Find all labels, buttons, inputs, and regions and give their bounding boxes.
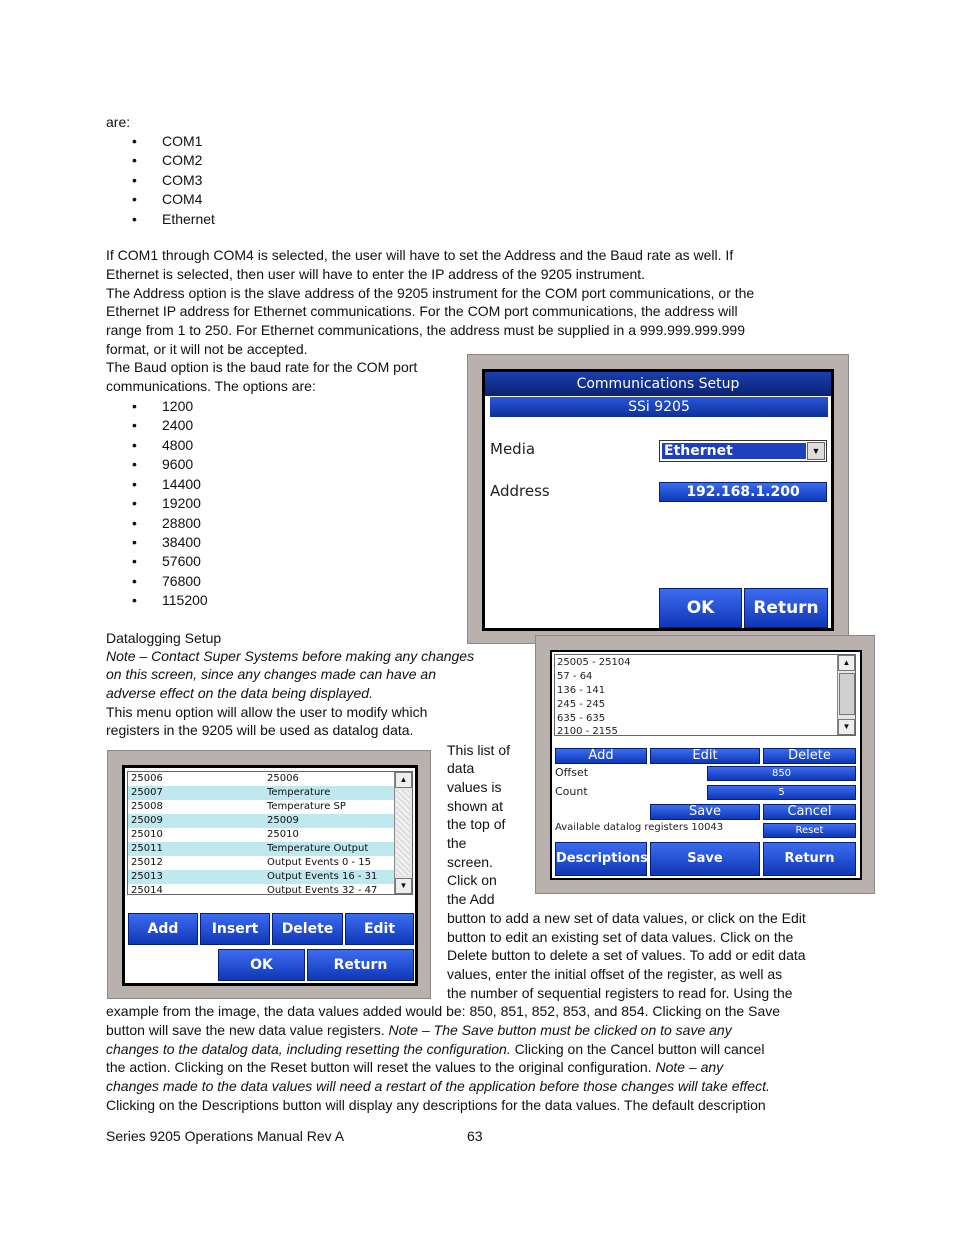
table-row[interactable] bbox=[128, 870, 394, 884]
register-cell: 25009 bbox=[131, 815, 163, 826]
insert-button[interactable]: Insert bbox=[200, 913, 270, 945]
descriptions-screenshot bbox=[107, 750, 431, 999]
delete-button[interactable]: Delete bbox=[763, 748, 856, 764]
register-range-list[interactable] bbox=[554, 654, 856, 736]
descriptions-button[interactable]: Descriptions bbox=[555, 842, 647, 876]
paragraph-line: Ethernet is selected, then user will have to enter the IP address of the 9205 instrument. bbox=[106, 266, 646, 282]
register-cell: 25010 bbox=[131, 829, 163, 840]
paragraph-line: range from 1 to 250. For Ethernet communications, the address must be supplied in a 999.999.999.999 bbox=[106, 322, 745, 338]
paragraph-line: the number of sequential registers to read for. Using the bbox=[447, 985, 793, 1001]
table-row[interactable] bbox=[128, 828, 394, 842]
register-cell: 25006 bbox=[131, 773, 163, 784]
register-cell: 25008 bbox=[131, 801, 163, 812]
table-row[interactable] bbox=[128, 856, 394, 870]
list-item[interactable]: 25005 - 25104 bbox=[557, 657, 631, 668]
scroll-up-icon[interactable]: ▲ bbox=[838, 655, 855, 671]
scrollbar[interactable] bbox=[837, 655, 855, 735]
paragraph-line: communications. The options are: bbox=[106, 378, 316, 394]
register-cell: 25011 bbox=[131, 843, 163, 854]
add-button[interactable]: Add bbox=[555, 748, 647, 764]
register-cell: 25007 bbox=[131, 787, 163, 798]
return-button[interactable]: Return bbox=[744, 588, 828, 628]
paragraph-line: values, enter the initial offset of the register, as well as bbox=[447, 966, 783, 982]
paragraph-line: registers in the 9205 will be used as datalog data. bbox=[106, 722, 414, 738]
register-cell: 25014 bbox=[131, 885, 163, 895]
save-button[interactable]: Save bbox=[650, 842, 760, 876]
list-item[interactable]: 2100 - 2155 bbox=[557, 726, 618, 737]
list-item[interactable]: 635 - 635 bbox=[557, 713, 606, 724]
list-item[interactable]: 245 - 245 bbox=[557, 699, 606, 710]
screen-title: Communications Setup bbox=[485, 372, 831, 396]
note-line: adverse effect on the data being displayed. bbox=[106, 685, 373, 701]
description-cell: Output Events 32 - 47 bbox=[267, 885, 378, 895]
scroll-down-icon[interactable]: ▼ bbox=[838, 719, 855, 735]
offset-label: Offset bbox=[555, 766, 589, 779]
paragraph-line: the Add bbox=[447, 891, 495, 907]
paragraph-line: Delete button to delete a set of values. To add or edit data bbox=[447, 947, 806, 963]
table-row[interactable] bbox=[128, 814, 394, 828]
count-field[interactable]: 5 bbox=[707, 785, 856, 800]
paragraph-line: This menu option will allow the user to modify which bbox=[106, 704, 428, 720]
return-button[interactable]: Return bbox=[307, 949, 414, 981]
paragraph-line: shown at bbox=[447, 798, 504, 814]
description-cell: 25009 bbox=[267, 815, 299, 826]
return-button[interactable]: Return bbox=[763, 842, 856, 876]
count-label: Count bbox=[555, 785, 588, 798]
communications-setup-screenshot bbox=[467, 354, 849, 644]
description-cell: Output Events 16 - 31 bbox=[267, 871, 378, 882]
paragraph-line: data bbox=[447, 760, 475, 776]
paragraph-line: format, or it will not be accepted. bbox=[106, 341, 308, 357]
footer-title: Series 9205 Operations Manual Rev A bbox=[106, 1128, 345, 1144]
cancel-button[interactable]: Cancel bbox=[763, 804, 856, 820]
media-selected-value: Ethernet bbox=[662, 443, 806, 459]
paragraph-line: The Address option is the slave address of the 9205 instrument for the COM port communications, or the bbox=[106, 285, 755, 301]
reset-button[interactable]: Reset bbox=[763, 823, 856, 838]
paragraph-line: Ethernet IP address for Ethernet communications. For the COM port communications, the address will bbox=[106, 303, 738, 319]
address-label: Address bbox=[490, 482, 550, 500]
paragraph-line: If COM1 through COM4 is selected, the user will have to set the Address and the Baud rate as well. If bbox=[106, 247, 734, 263]
paragraph-line: example from the image, the data values added would be: 850, 851, 852, 853, and 854. Clicking on the Save bbox=[106, 1003, 781, 1019]
scroll-down-icon[interactable]: ▼ bbox=[395, 878, 412, 894]
description-table[interactable] bbox=[127, 771, 413, 895]
paragraph-line: The Baud option is the baud rate for the COM port bbox=[106, 359, 418, 375]
offset-field[interactable]: 850 bbox=[707, 766, 856, 781]
intro-text: are: bbox=[106, 114, 131, 130]
table-row[interactable] bbox=[128, 772, 394, 786]
note-line: on this screen, since any changes made can have an bbox=[106, 666, 436, 682]
datalog-registers-screenshot bbox=[535, 635, 875, 894]
edit-button[interactable]: Edit bbox=[650, 748, 760, 764]
scroll-thumb[interactable] bbox=[839, 673, 855, 715]
paragraph-line: button to add a new set of data values, or click on the Edit bbox=[447, 910, 806, 926]
available-registers-text: Available datalog registers 10043 bbox=[555, 822, 724, 833]
screen-subtitle: SSi 9205 bbox=[490, 397, 828, 417]
ok-button[interactable]: OK bbox=[659, 588, 742, 628]
paragraph-line: Clicking on the Descriptions button will display any descriptions for the data values. The default description bbox=[106, 1097, 766, 1113]
scroll-track[interactable] bbox=[396, 790, 410, 876]
description-cell: Temperature bbox=[267, 787, 331, 798]
paragraph-line: values is bbox=[447, 779, 502, 795]
paragraph-line: button to edit an existing set of data values. Click on the bbox=[447, 929, 794, 945]
paragraph-line: the top of bbox=[447, 816, 506, 832]
edit-button[interactable]: Edit bbox=[345, 913, 414, 945]
table-row[interactable] bbox=[128, 884, 394, 895]
scrollbar[interactable] bbox=[394, 772, 412, 894]
table-row[interactable] bbox=[128, 842, 394, 856]
paragraph-line: Click on bbox=[447, 872, 497, 888]
ok-button[interactable]: OK bbox=[218, 949, 305, 981]
register-cell: 25012 bbox=[131, 857, 163, 868]
description-cell: 25006 bbox=[267, 773, 299, 784]
paragraph-line: the action. Clicking on the Reset button will reset the values to the original configuration. Note – any bbox=[106, 1059, 724, 1075]
save-small-button[interactable]: Save bbox=[650, 804, 760, 820]
paragraph-line: This list of bbox=[447, 742, 511, 758]
chevron-down-icon[interactable]: ▼ bbox=[807, 442, 825, 460]
note-line: Note – Contact Super Systems before making any changes bbox=[106, 648, 475, 664]
address-field[interactable]: 192.168.1.200 bbox=[659, 482, 827, 502]
list-item[interactable]: 136 - 141 bbox=[557, 685, 606, 696]
list-item[interactable]: 57 - 64 bbox=[557, 671, 593, 682]
section-heading: Datalogging Setup bbox=[106, 630, 222, 646]
description-cell: 25010 bbox=[267, 829, 299, 840]
description-cell: Temperature Output bbox=[267, 843, 369, 854]
scroll-up-icon[interactable]: ▲ bbox=[395, 772, 412, 788]
add-button[interactable]: Add bbox=[128, 913, 198, 945]
description-cell: Temperature SP bbox=[267, 801, 346, 812]
paragraph-line: screen. bbox=[447, 854, 493, 870]
page-number: 63 bbox=[467, 1128, 483, 1144]
media-select[interactable] bbox=[659, 440, 827, 462]
description-cell: Output Events 0 - 15 bbox=[267, 857, 372, 868]
paragraph-line: button will save the new data value registers. Note – The Save button must be clicked on to save any bbox=[106, 1022, 732, 1038]
table-row[interactable] bbox=[128, 800, 394, 814]
media-label: Media bbox=[490, 440, 536, 458]
delete-button[interactable]: Delete bbox=[272, 913, 343, 945]
paragraph-line: changes to the datalog data, including resetting the configuration. Clicking on the Cancel button will cancel bbox=[106, 1041, 765, 1057]
paragraph-line: changes made to the data values will need a restart of the application before those changes will take effect. bbox=[106, 1078, 770, 1094]
register-cell: 25013 bbox=[131, 871, 163, 882]
paragraph-line: the bbox=[447, 835, 467, 851]
table-row[interactable] bbox=[128, 786, 394, 800]
